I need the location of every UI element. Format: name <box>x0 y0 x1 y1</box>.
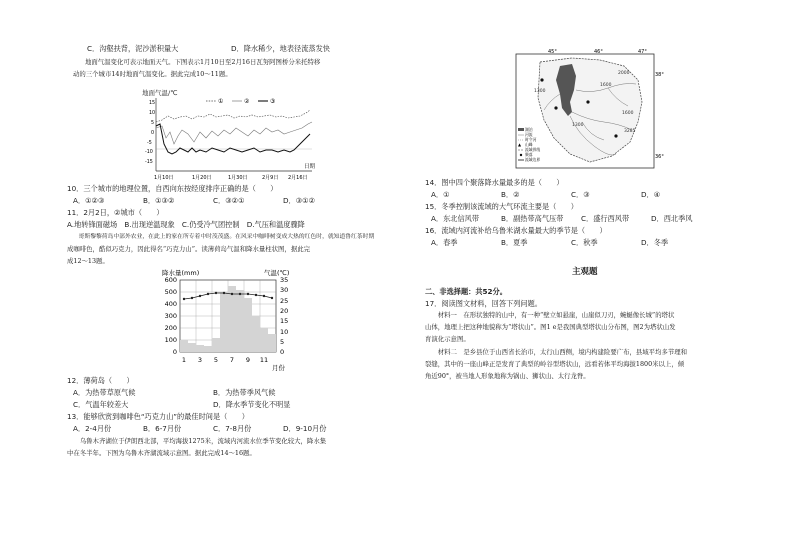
right-tick: 10 <box>280 328 289 336</box>
temperature-line-chart <box>140 86 320 186</box>
subjective-section-title: 主观题 <box>572 267 598 277</box>
legend-item: 流域边界 <box>525 157 541 162</box>
q12-option-b: B．为热带季风气候 <box>213 388 276 397</box>
question-13: 13．能够欣赏到咖啡色“巧克力山”的最佳时间是（ ） <box>67 412 249 421</box>
q14-option-c: C．③ <box>571 190 590 199</box>
q13-option-c: C．7-8月份 <box>213 424 252 433</box>
q10-option-c: C．③②① <box>213 196 245 205</box>
right-tick: 35 <box>280 276 289 284</box>
right-tick: 25 <box>280 297 289 305</box>
q15-option-a: A．东北信风带 <box>431 214 480 223</box>
precip-bar-oct <box>252 316 260 352</box>
temp-chart-legend <box>206 98 275 105</box>
q10-option-a: A．①②③ <box>73 196 105 205</box>
right-tick: 30 <box>280 286 289 294</box>
intro-lake-line2: 中在冬半年。下图为乌鲁木齐湖流域示意图。据此完成14～16题。 <box>67 449 256 457</box>
precip-bar-feb <box>188 343 196 352</box>
legend-item: 聚落 <box>525 152 533 157</box>
left-tick: 100 <box>164 336 177 344</box>
precip-bar-jul <box>228 286 236 352</box>
left-tick: 400 <box>164 300 177 308</box>
material-1-line2: 山体，地理上把这种地貌称为“塔状山”。图1 e是我国典型塔状山分布图，图2为塔状山发 <box>425 323 676 331</box>
q15-option-d: D．西北季风 <box>651 214 693 223</box>
climate-right-label: 气温(℃) <box>264 269 290 277</box>
series-city-2 <box>156 122 312 144</box>
month-tick: 7 <box>229 356 235 364</box>
material-2-line3: 角近90°，被当地人形象地称为锅山、狮状山、太行龙脊。 <box>425 372 590 380</box>
q16-option-b: B．夏季 <box>501 238 528 247</box>
material-2-line1: 材料二 是乡县位于山西省长治市，太行山西侧，境内构建险要广布，县域平均多节理和 <box>425 348 688 356</box>
precip-bar-nov <box>260 328 268 352</box>
precip-bar-dec <box>268 334 276 352</box>
intro-temperature-line2: 动的三个城市14时地面气温变化。据此完成10～11题。 <box>73 70 232 78</box>
right-tick: 15 <box>280 317 289 325</box>
legend-item: 湖泊 <box>525 127 533 132</box>
lon-label: 47° <box>638 49 647 55</box>
x-tick-jan30: 1月30日 <box>228 175 248 181</box>
elev-label: 1300 <box>534 89 546 94</box>
x-tick-feb16: 2月16日 <box>288 175 308 181</box>
month-tick: 5 <box>213 356 219 364</box>
month-tick: 3 <box>197 356 203 364</box>
climate-x-ticks <box>182 356 268 364</box>
left-tick: 0 <box>172 348 177 356</box>
x-tick-jan10: 1月10日 <box>154 175 174 181</box>
intro-chocolate-hills-line2: 成咖啡色，酷似巧克力，因此得名“巧克力山”。读薄荷岛气温和降水量柱状图，据此完 <box>67 245 310 253</box>
temp-chart-x-ticks <box>154 174 308 181</box>
climate-right-ticks <box>280 276 288 356</box>
material-1-line3: 育演化示意图。 <box>425 335 470 343</box>
elev-label: 1300 <box>572 123 584 128</box>
q13-option-d: D．9-10月份 <box>283 424 327 433</box>
x-tick-feb9: 2月9日 <box>262 175 279 181</box>
legend-item: 时令河 <box>525 137 537 142</box>
right-tick: 5 <box>280 338 285 346</box>
lon-label: 46° <box>594 49 603 55</box>
q13-option-a: A．2-4月份 <box>73 424 112 433</box>
q14-option-a: A．① <box>431 190 450 199</box>
lat-label: 38° <box>655 72 664 78</box>
q15-option-c: C．盛行西风带 <box>581 214 630 223</box>
lon-label: 45° <box>548 49 557 55</box>
map-lat-labels <box>655 72 664 160</box>
q10-option-d: D．③①② <box>283 196 316 205</box>
climate-chart <box>140 268 315 376</box>
left-tick: 300 <box>164 312 177 320</box>
q13-option-b: B．6-7月份 <box>143 424 182 433</box>
precip-bar-may <box>212 338 220 352</box>
q14-option-b: B．② <box>501 190 520 199</box>
precip-bar-jan <box>180 340 188 352</box>
question-16: 16．流域内河流补给乌鲁米湖水量最大的季节是（ ） <box>425 226 607 235</box>
precip-bar-sep <box>244 298 252 352</box>
elev-label: 2000 <box>618 71 630 76</box>
left-tick: 500 <box>164 288 177 296</box>
svg-text:-15: -15 <box>145 160 153 165</box>
climate-x-unit: 月份 <box>272 364 285 372</box>
q16-option-d: D．冬季 <box>641 238 669 247</box>
section-2-heading: 二、非选择题：共52分。 <box>425 287 507 296</box>
lake-basin-map <box>512 50 662 172</box>
svg-text:5: 5 <box>151 121 155 126</box>
q9-option-d: D．降水稀少，地表径流蒸发快 <box>231 44 330 53</box>
svg-text:0: 0 <box>151 131 155 136</box>
series-city-3 <box>156 124 310 154</box>
svg-text:15: 15 <box>149 101 156 106</box>
intro-chocolate-hills-line1: 哥斯黎黎荷岛中部外农业，在此上的家在所专着中时茂茂盛。在风采中咖啡树变成大热的红色时，就知道鲁红茶时期 <box>67 234 375 240</box>
elev-label: 1600 <box>600 83 612 88</box>
precip-bar-jun <box>220 292 228 352</box>
elev-label: 1600 <box>622 111 634 116</box>
elev-label: 3285 <box>624 129 636 134</box>
question-12: 12．薄荷岛（ ） <box>67 376 134 385</box>
q14-option-d: D．④ <box>641 190 661 199</box>
intro-chocolate-hills-line3: 成12～13题。 <box>67 257 109 265</box>
precip-bar-mar <box>196 345 204 352</box>
left-tick: 600 <box>164 276 177 284</box>
precip-bar-apr <box>204 346 212 352</box>
svg-text:10: 10 <box>149 111 156 116</box>
x-tick-jan20: 1月20日 <box>192 175 212 181</box>
q10-option-b: B．①③② <box>143 196 175 205</box>
legend-item: 山峰 <box>525 142 533 147</box>
temp-chart-xlabel: 日期 <box>304 164 316 170</box>
question-11: 11．2月2日，②城市（ ） <box>67 208 164 217</box>
left-tick: 200 <box>164 324 177 332</box>
question-15: 15．冬季控制该流域的大气环流主要是（ ） <box>425 202 578 211</box>
q12-option-c: C．气温年较差大 <box>73 400 129 409</box>
material-2-line2: 裂缝，其中的一座山峰正是发育了典型的岭谷型塔状山，远看若体平均海拔1800米以上，倾 <box>425 360 685 368</box>
q9-option-c: C．沟壑扶背，泥沙淤积量大 <box>87 44 179 53</box>
question-10: 10．三个城市的地理位置，自西向东按经度排序正确的是（ ） <box>67 184 278 193</box>
material-1-line1: 材料一 在形状独特的山中，有一种“壁立如悬崖，山崖似刀刃，蜿蜒像长城”的塔状 <box>425 311 675 319</box>
q12-option-d: D．降水季节变化不明显 <box>213 400 291 409</box>
q11-options: A.地转锋面磁场 B.出现逆温现象 C.仍受冷气团控制 D.气压和温度骤降 <box>67 220 305 229</box>
precip-bar-aug <box>236 290 244 352</box>
lat-label: 36° <box>655 154 664 160</box>
svg-text:-10: -10 <box>145 150 153 155</box>
intro-lake-line1: 乌鲁木齐湖位于伊朗西北部，平均海拔1275米，流域内河流水位季节变化较大，降水集 <box>67 437 327 445</box>
month-tick: 11 <box>259 356 269 364</box>
month-tick: 1 <box>181 356 187 364</box>
legend-city-3: ③ <box>270 98 276 105</box>
temp-chart-ylabel: 地面气温/℃ <box>142 89 178 97</box>
q12-option-a: A．为热带草原气候 <box>73 388 136 397</box>
legend-item: 流域界线 <box>525 147 541 152</box>
q16-option-c: C．秋季 <box>571 238 598 247</box>
q15-option-b: B．副热带高气压带 <box>501 214 564 223</box>
legend-city-1: ① <box>218 98 224 105</box>
question-14: 14．图中四个聚落降水量最多的是（ ） <box>425 178 564 187</box>
month-tick: 9 <box>245 356 251 364</box>
series-city-1 <box>156 110 310 122</box>
legend-city-2: ② <box>244 98 250 105</box>
q16-option-a: A．春季 <box>431 238 458 247</box>
right-tick: 0 <box>280 348 285 356</box>
intro-temperature-line1: 地面气温变化可表示地面天气。下图表示1月10日至2月16日瓦努阿图桥分米托特移 <box>85 58 321 66</box>
svg-text:-5: -5 <box>147 141 152 146</box>
question-17: 17．阅读图文材料，回答下列问题。 <box>425 299 542 308</box>
climate-left-ticks <box>165 276 177 356</box>
right-tick: 20 <box>280 307 289 315</box>
svg-text:▲: ▲ <box>518 142 522 147</box>
legend-item: 河流 <box>525 132 533 137</box>
climate-left-label: 降水量(mm) <box>162 269 200 277</box>
